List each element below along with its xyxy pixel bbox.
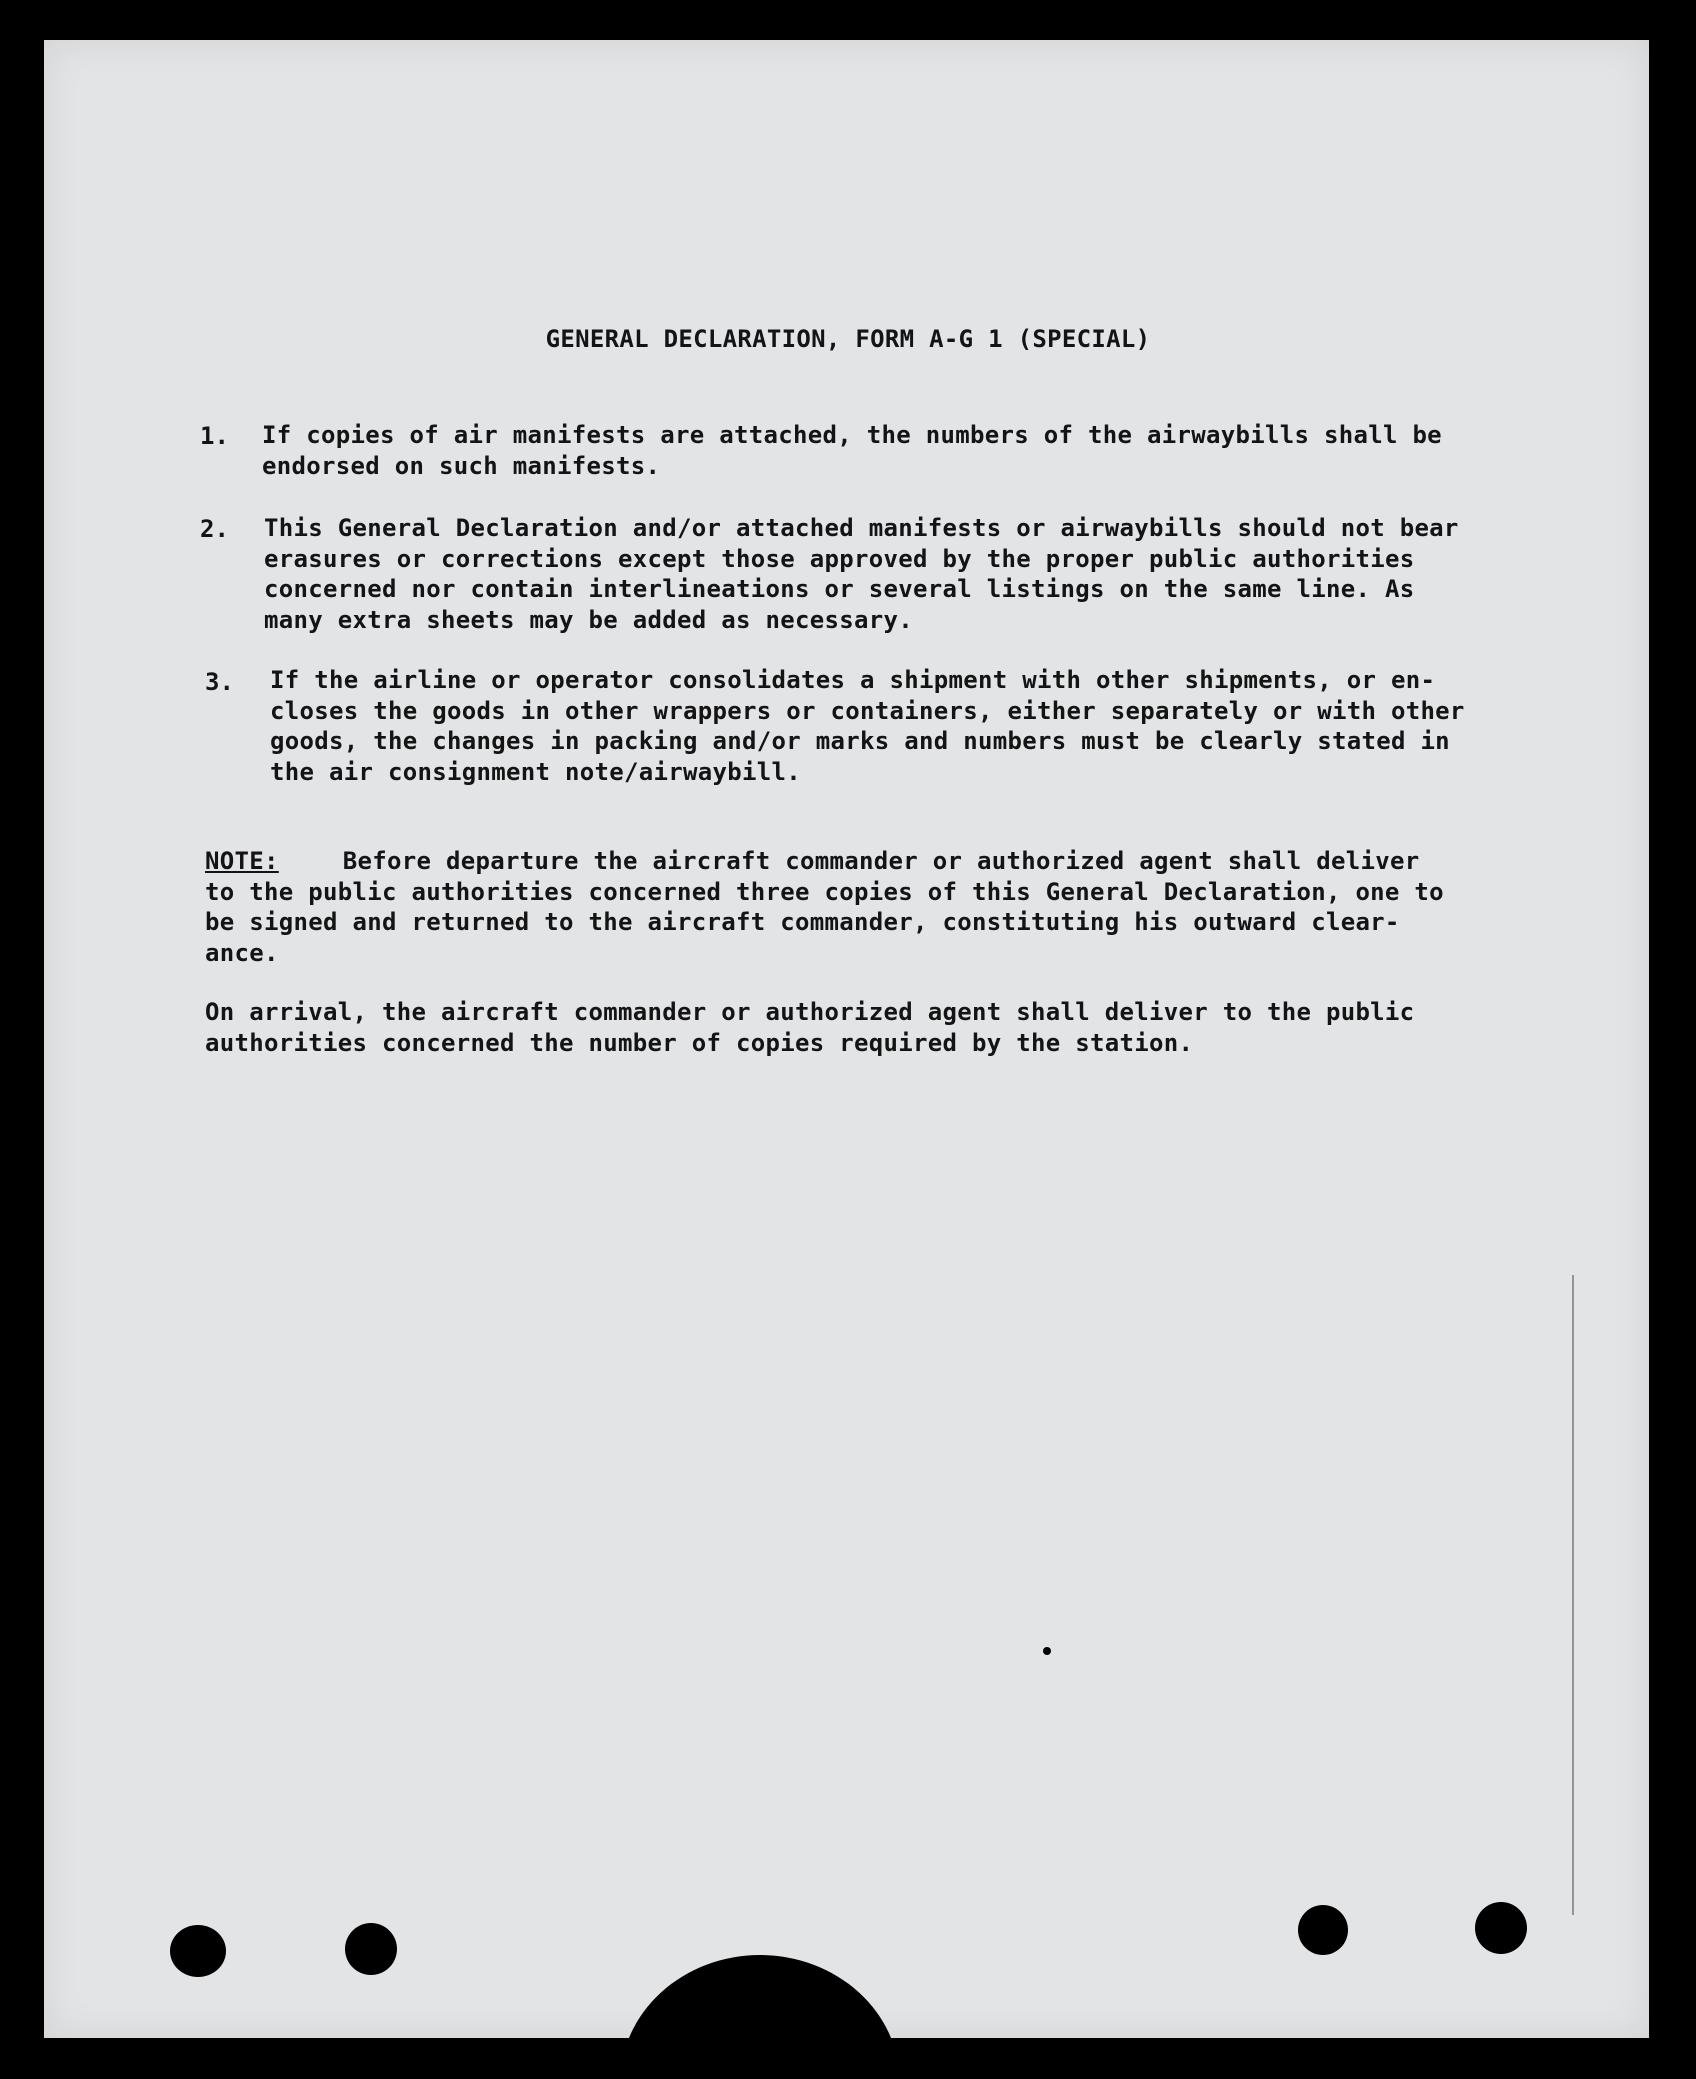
note-label: NOTE: [205,847,279,875]
punch-hole-left-1 [170,1925,226,1977]
punch-hole-left-2 [345,1923,397,1975]
item-3-line-1: If the airline or operator consolidates a shipment with other shipments, or en- [270,666,1436,694]
item-3-text [270,665,1465,787]
note-first-line [205,846,1444,877]
ink-speck [1043,1647,1051,1655]
punch-hole-right-2 [1475,1902,1527,1954]
note-block [205,846,1444,968]
arrival-line-2: authorities concerned the number of copies required by the station. [205,1028,1194,1057]
paper-edge [1572,1275,1614,1915]
item-2-line-2: erasures or corrections except those approved by the proper public authorities [264,544,1415,573]
punch-hole-right-1 [1298,1905,1348,1955]
item-2-line-3: concerned nor contain interlineations or several listings on the same line. As [264,575,1415,603]
document-title: GENERAL DECLARATION, FORM A-G 1 (SPECIAL) [545,325,1151,353]
item-1-line-2: endorsed on such manifests. [262,451,661,480]
item-3-number: 3. [205,668,234,696]
item-3-line-2: closes the goods in other wrappers or containers, either separately or with other [270,696,1465,725]
note-line-4: ance. [205,938,279,967]
note-line-2: to the public authorities concerned three copies of this General Declaration, one to [205,877,1444,906]
item-1-line-1: If copies of air manifests are attached, the numbers of the airwaybills shall be [262,421,1442,449]
item-2-line-4: many extra sheets may be added as necessary. [264,605,913,634]
note-line-3: be signed and returned to the aircraft commander, constituting his outward clear- [205,908,1400,936]
arrival-line-1: On arrival, the aircraft commander or authorized agent shall deliver to the public [205,998,1415,1026]
item-2-text [264,513,1459,635]
item-3-line-3: goods, the changes in packing and/or marks and numbers must be clearly stated in [270,727,1450,755]
item-2-number: 2. [200,515,229,543]
arrival-paragraph [205,997,1414,1058]
item-2-line-1: This General Declaration and/or attached manifests or airwaybills should not bear [264,514,1459,542]
note-line-1: Before departure the aircraft commander or authorized agent shall deliver [342,847,1420,875]
item-1-text [262,420,1442,481]
item-1-number: 1. [200,422,229,450]
item-3-line-4: the air consignment note/airwaybill. [270,757,801,786]
